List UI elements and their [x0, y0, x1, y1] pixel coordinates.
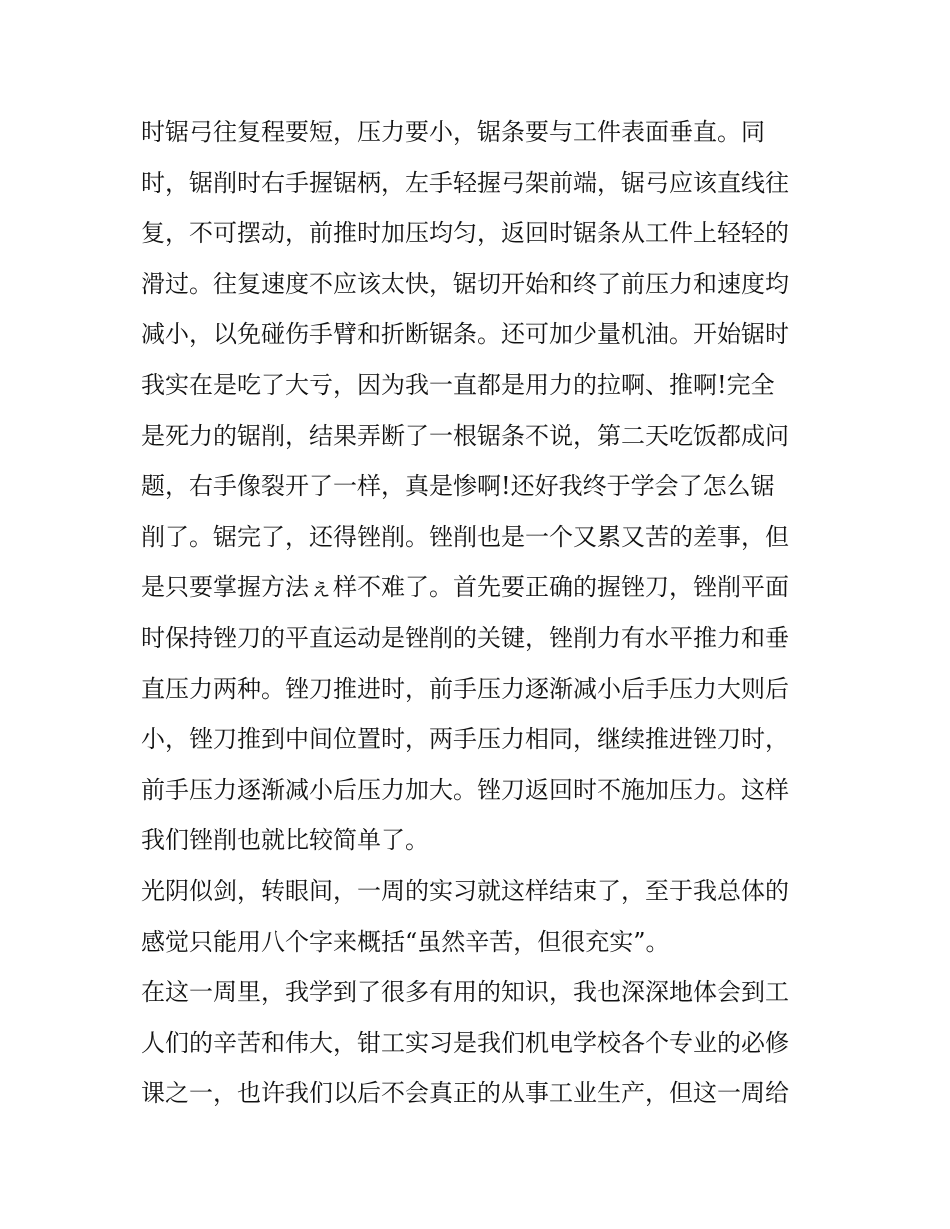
text-line: 直压力两种。锉刀推进时，前手压力逐渐减小后手压力大则后: [141, 674, 789, 703]
text-line: 我们锉削也就比较简单了。: [141, 826, 429, 855]
text-line: 复，不可摆动，前推时加压均匀，返回时锯条从工件上轻轻的: [141, 219, 789, 248]
text-line: 减小，以免碰伤手臂和折断锯条。还可加少量机油。开始锯时: [141, 320, 789, 349]
text-line: 光阴似剑，转眼间，一周的实习就这样结束了，至于我总体的: [141, 876, 789, 905]
text-line: 滑过。往复速度不应该太快，锯切开始和终了前压力和速度均: [141, 269, 789, 298]
text-line: 时保持锉刀的平直运动是锉削的关键，锉削力有水平推力和垂: [141, 623, 789, 652]
text-line: 时，锯削时右手握锯柄，左手轻握弓架前端，锯弓应该直线往: [141, 168, 789, 197]
text-line: 感觉只能用八个字来概括“虽然辛苦，但很充实”。: [141, 927, 670, 956]
text-line: 前手压力逐渐减小后压力加大。锉刀返回时不施加压力。这样: [141, 775, 789, 804]
text-line: 是只要掌握方法ぇ样不难了。首先要正确的握锉刀，锉削平面: [141, 573, 789, 602]
body-text: [141, 107, 813, 1119]
text-line: 我实在是吃了大亏，因为我一直都是用力的拉啊、推啊!完全: [141, 370, 775, 399]
text-line: 人们的辛苦和伟大，钳工实习是我们机电学校各个专业的必修: [141, 1028, 789, 1057]
text-line: 是死力的锯削，结果弄断了一根锯条不说，第二天吃饭都成问: [141, 421, 789, 450]
text-line: 时锯弓往复程要短，压力要小，锯条要与工件表面垂直。同: [141, 118, 765, 146]
text-line: 小，锉刀推到中间位置时，两手压力相同，继续推进锉刀时，: [141, 725, 789, 754]
text-line: 在这一周里，我学到了很多有用的知识，我也深深地体会到工: [141, 978, 789, 1007]
text-line: 题，右手像裂开了一样，真是惨啊!还好我终于学会了怎么锯: [141, 472, 775, 501]
text-line: 课之一，也许我们以后不会真正的从事工业生产，但这一周给: [141, 1079, 789, 1108]
text-line: 削了。锯完了，还得锉削。锉削也是一个又累又苦的差事，但: [141, 522, 789, 551]
